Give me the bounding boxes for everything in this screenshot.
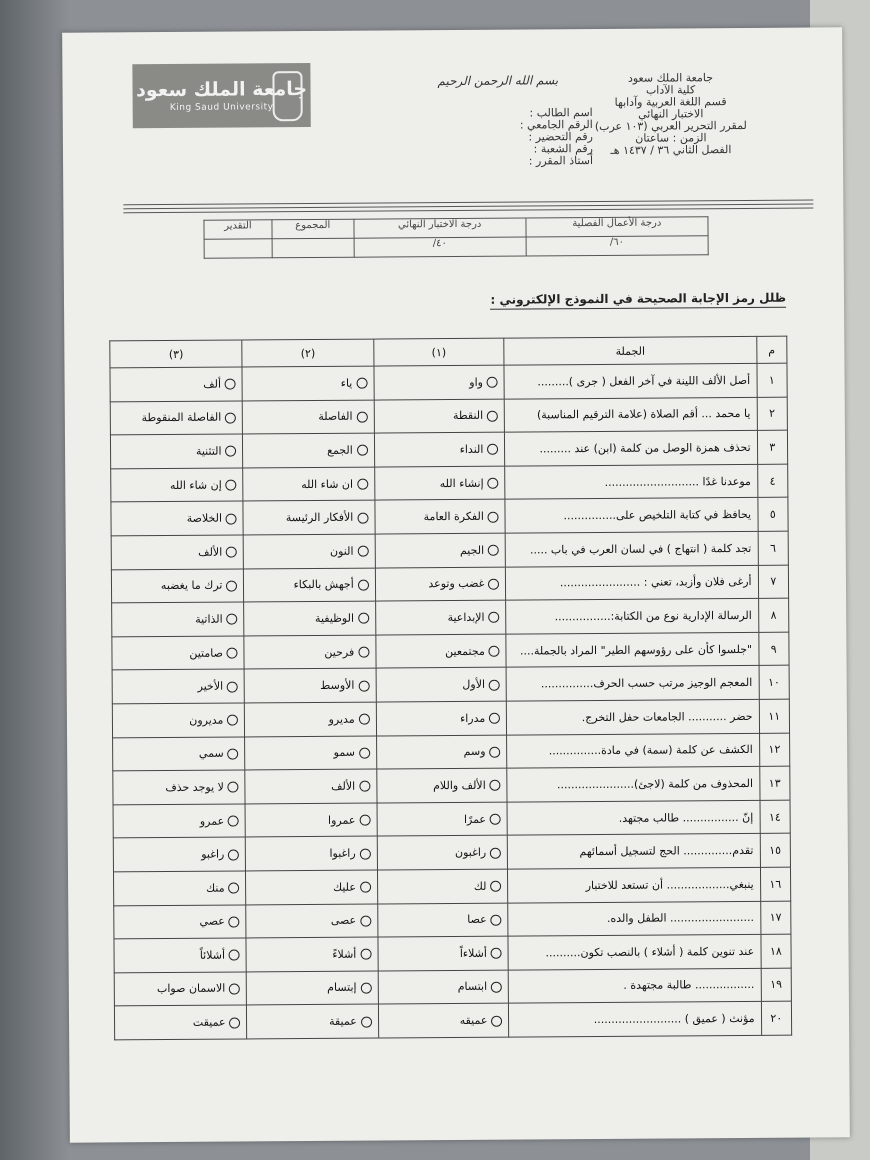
radio-circle-icon[interactable] (229, 883, 240, 894)
answer-option-1[interactable] (375, 533, 506, 568)
option-label: أجهش بالبكاء (293, 578, 354, 592)
radio-circle-icon[interactable] (357, 412, 368, 423)
header-line: قسم اللغة العربية وآدابها (614, 95, 727, 109)
option-label: سمي (198, 746, 224, 761)
answer-option-3[interactable] (112, 669, 245, 704)
grades-header: التقدير (204, 220, 272, 239)
option-label: الألف واللام (433, 778, 486, 793)
question-sentence: تحذف همزة الوصل من كلمة (ابن) عند ......... (505, 431, 757, 466)
radio-circle-icon[interactable] (489, 679, 500, 690)
table-row (114, 901, 791, 939)
question-number: ١٠ (759, 666, 790, 700)
answer-option-3[interactable] (112, 636, 245, 671)
radio-circle-icon[interactable] (488, 545, 499, 556)
table-row (114, 1001, 791, 1039)
question-sentence: أصل الألف اللينة في آخر الفعل ( جرى )......... (504, 363, 756, 398)
grades-value[interactable]: ٦٠/ (526, 236, 708, 256)
answer-option-3[interactable] (111, 569, 244, 604)
option-label: عميقة (329, 1014, 357, 1028)
option-label: ترك ما يغضبه (160, 578, 223, 593)
option-label: ألف (203, 377, 222, 391)
option-label: النداء (459, 442, 484, 456)
option-label: عصا (467, 913, 487, 927)
radio-circle-icon[interactable] (490, 847, 501, 858)
table-row (112, 699, 789, 737)
option-label: راغبون (454, 845, 487, 860)
table-row (113, 733, 790, 771)
question-sentence: يحافظ في كتابة التلخيص على............... (505, 498, 757, 533)
radio-circle-icon[interactable] (225, 446, 236, 457)
option-label: مديرون (189, 713, 224, 727)
option-label: الأول (462, 677, 486, 692)
question-number: ١ (757, 363, 788, 397)
radio-circle-icon[interactable] (360, 949, 371, 960)
question-number: ١٣ (759, 766, 790, 800)
grades-value[interactable] (272, 238, 354, 258)
question-number: ١١ (759, 699, 790, 733)
questions-table (109, 336, 792, 1041)
table-row (113, 800, 790, 838)
answer-option-3[interactable] (113, 804, 246, 839)
option-label: أشلائاً (199, 948, 226, 962)
option-label: الأوسط (320, 678, 355, 693)
radio-circle-icon[interactable] (226, 480, 237, 491)
table-row (111, 498, 788, 536)
answer-option-2[interactable] (244, 635, 376, 670)
radio-circle-icon[interactable] (489, 646, 500, 657)
answer-option-1[interactable] (377, 835, 508, 870)
question-sentence: عند تنوين كلمة ( أشلاء ) بالنصب تكون.......... (508, 934, 760, 969)
radio-circle-icon[interactable] (358, 680, 369, 691)
answer-option-3[interactable] (110, 434, 243, 469)
table-row (114, 968, 791, 1006)
option-label: إنشاء الله (439, 476, 484, 490)
table-row (114, 934, 791, 972)
column-header: (١) (374, 338, 505, 366)
question-number: ١٥ (760, 833, 791, 867)
option-label: غضب وتوعد (428, 577, 485, 591)
table-row (112, 666, 789, 704)
option-label: الإبداعية (447, 610, 485, 625)
option-label: الجمع (327, 443, 353, 457)
option-label: راغبو (201, 847, 225, 861)
radio-circle-icon[interactable] (229, 1017, 240, 1028)
answer-option-3[interactable] (110, 367, 243, 402)
column-header: م (756, 336, 787, 363)
answer-option-1[interactable] (377, 869, 508, 904)
answer-option-1[interactable] (376, 667, 507, 702)
answer-option-2[interactable] (246, 870, 378, 905)
option-label: منك (206, 881, 225, 895)
question-sentence: حضر ........... الجامعات حفل التخرج. (507, 699, 759, 734)
option-label: عمرًا (463, 812, 487, 826)
option-label: أشلاءاً (459, 946, 487, 960)
table-row (113, 766, 790, 804)
answer-option-1[interactable] (374, 466, 505, 501)
radio-circle-icon[interactable] (358, 613, 369, 624)
background-shadow (0, 0, 70, 1160)
question-sentence: المحذوف من كلمة (لاجئ)...................... (507, 767, 759, 802)
radio-circle-icon[interactable] (488, 511, 499, 522)
header-line: لمقرر التحرير العربي (١٠٣ عرب) (594, 118, 747, 134)
header-right-block (594, 72, 747, 157)
answer-option-2[interactable] (247, 971, 379, 1006)
table-row (113, 867, 790, 905)
grades-header: درجة الأعمال الفصلية (526, 217, 708, 237)
option-label: الخلاصة (186, 511, 223, 526)
radio-circle-icon[interactable] (489, 747, 500, 758)
question-sentence: تجد كلمة ( انتهاج ) في لسان العرب في باب ..... (505, 531, 757, 566)
option-label: عميقه (459, 1013, 488, 1028)
option-label: الأفكار الرئيسة (285, 510, 354, 525)
option-label: النون (329, 544, 354, 558)
question-number: ٨ (758, 598, 789, 632)
questions-body (110, 363, 792, 1040)
question-number: ٢٠ (761, 1001, 792, 1035)
option-label: عمروا (327, 813, 356, 827)
answer-option-1[interactable] (377, 768, 508, 803)
radio-circle-icon[interactable] (356, 378, 367, 389)
radio-circle-icon[interactable] (229, 950, 240, 961)
radio-circle-icon[interactable] (359, 747, 370, 758)
radio-circle-icon[interactable] (227, 681, 238, 692)
grades-value[interactable] (204, 239, 272, 258)
radio-circle-icon[interactable] (487, 411, 498, 422)
option-label: مجتمعين (445, 644, 485, 658)
radio-circle-icon[interactable] (489, 612, 500, 623)
radio-circle-icon[interactable] (360, 915, 371, 926)
section-number-field[interactable]: رقم الشعبة : (533, 142, 594, 156)
option-label: راغبوا (329, 846, 356, 860)
answer-option-1[interactable] (374, 399, 505, 434)
option-label: ياء (340, 376, 353, 390)
radio-circle-icon[interactable] (358, 579, 369, 590)
answer-option-3[interactable] (112, 703, 245, 738)
palm-seal-icon (272, 71, 302, 121)
option-label: إن شاء الله (169, 478, 222, 492)
question-number: ٩ (758, 632, 789, 666)
answer-option-3[interactable] (114, 904, 247, 939)
question-sentence: موعدنا غدًا ........................... (505, 464, 757, 499)
table-row (110, 430, 787, 468)
column-header: (٢) (242, 339, 373, 367)
radio-circle-icon[interactable] (487, 444, 498, 455)
answer-option-3[interactable] (111, 501, 244, 536)
answer-option-1[interactable] (377, 802, 508, 837)
answer-option-3[interactable] (114, 972, 247, 1007)
radio-circle-icon[interactable] (491, 982, 502, 993)
option-label: واو (469, 375, 483, 389)
header-line: جامعة الملك سعود (627, 71, 714, 85)
answer-option-2[interactable] (244, 601, 376, 636)
answer-option-3[interactable] (112, 602, 245, 637)
table-row (110, 363, 787, 401)
question-sentence: إنّ ................ طالب مجتهد. (507, 800, 759, 835)
grades-table (203, 216, 708, 259)
answer-option-1[interactable] (377, 903, 508, 938)
option-label: وسم (463, 745, 486, 759)
table-row (113, 833, 790, 871)
question-sentence: الرسالة الإدارية نوع من الكتابة:................ (506, 599, 758, 634)
question-sentence: ................. طالبة مجتهدة . (509, 968, 761, 1003)
table-row (110, 397, 787, 435)
answer-option-2[interactable] (242, 366, 374, 401)
radio-circle-icon[interactable] (488, 579, 499, 590)
radio-circle-icon[interactable] (227, 614, 238, 625)
answer-option-3[interactable] (113, 871, 246, 906)
question-number: ٥ (757, 498, 788, 532)
option-label: الفاصلة المنقوطة (141, 411, 222, 425)
option-label: سمو (333, 746, 355, 760)
radio-circle-icon[interactable] (225, 379, 236, 390)
option-label: إبتسام (327, 981, 357, 995)
option-label: الفاصلة (318, 410, 353, 424)
answer-option-1[interactable] (375, 500, 506, 535)
option-label: ابتسام (457, 980, 488, 994)
question-sentence: تقدم.............. الحج لتسجيل أسمائهم (508, 834, 760, 869)
answer-option-2[interactable] (245, 769, 377, 804)
radio-circle-icon[interactable] (229, 984, 240, 995)
answer-option-2[interactable] (245, 702, 377, 737)
answer-option-3[interactable] (111, 535, 244, 570)
answer-option-2[interactable] (246, 836, 378, 871)
radio-circle-icon[interactable] (491, 948, 502, 959)
option-label: الاسمان صواب (156, 982, 226, 996)
instruction-text: ظلل رمز الإجابة الصحيحة في النموذج الإلكتروني : (490, 291, 786, 310)
option-label: لك (473, 879, 487, 893)
student-info-fields (520, 107, 593, 168)
header-line: كلية الآداب (645, 83, 696, 97)
answer-option-2[interactable] (247, 1004, 379, 1039)
answer-option-2[interactable] (243, 400, 375, 435)
radio-circle-icon[interactable] (491, 1015, 502, 1026)
radio-circle-icon[interactable] (229, 916, 240, 927)
option-label: مديرو (328, 712, 355, 726)
university-logo (132, 63, 310, 128)
option-label: الجيم (459, 543, 485, 557)
radio-circle-icon[interactable] (228, 849, 239, 860)
table-row (111, 531, 788, 569)
answer-option-2[interactable] (243, 467, 375, 502)
answer-option-1[interactable] (376, 735, 507, 770)
option-label: عصى (330, 914, 357, 928)
option-label: فرحين (324, 645, 355, 659)
answer-option-1[interactable] (378, 1003, 509, 1038)
logo-english-text: King Saud University (169, 101, 274, 113)
question-sentence: المعجم الوجيز مرتب حسب الحرف............... (506, 666, 758, 701)
radio-circle-icon[interactable] (226, 547, 237, 558)
attendance-number-field[interactable]: رقم التحضير : (528, 130, 593, 144)
radio-circle-icon[interactable] (225, 412, 236, 423)
question-sentence: ........................ الطفل والده. (508, 901, 760, 936)
option-label: الذاتية (195, 612, 223, 626)
radio-circle-icon[interactable] (226, 513, 237, 524)
radio-circle-icon[interactable] (490, 814, 501, 825)
question-number: ٦ (758, 531, 789, 565)
option-label: ان شاء الله (301, 477, 354, 491)
radio-circle-icon[interactable] (361, 1016, 372, 1027)
radio-circle-icon[interactable] (227, 715, 238, 726)
answer-option-2[interactable] (244, 568, 376, 603)
radio-circle-icon[interactable] (488, 478, 499, 489)
grades-value[interactable]: ٤٠/ (354, 237, 526, 257)
answer-option-3[interactable] (114, 938, 247, 973)
student-name-field[interactable]: اسم الطالب : (529, 106, 593, 120)
question-sentence: ينبغي.................. أن تستعد للاختبار (508, 867, 760, 902)
grades-header: درجة الاختبار النهائي (354, 218, 526, 238)
answer-option-1[interactable] (378, 970, 509, 1005)
radio-circle-icon[interactable] (357, 512, 368, 523)
answer-option-2[interactable] (245, 803, 377, 838)
option-label: عمرو (199, 814, 225, 828)
answer-option-1[interactable] (375, 567, 506, 602)
radio-circle-icon[interactable] (359, 714, 370, 725)
answer-option-1[interactable] (376, 634, 507, 669)
question-number: ١٦ (760, 867, 791, 901)
option-label: عصي (199, 914, 225, 929)
radio-circle-icon[interactable] (489, 713, 500, 724)
answer-option-3[interactable] (113, 737, 246, 772)
option-label: عليك (333, 880, 356, 894)
exam-paper (62, 27, 850, 1142)
question-sentence: أرغى فلان وأزبد، تعني : ....................... (506, 565, 758, 600)
question-sentence: الكشف عن كلمة (سمة) في مادة............... (507, 733, 759, 768)
option-label: الوظيفية (314, 611, 355, 625)
option-label: الفكرة العامة (423, 509, 484, 524)
answer-option-2[interactable] (243, 500, 375, 535)
answer-option-1[interactable] (374, 365, 505, 400)
radio-circle-icon[interactable] (359, 781, 370, 792)
question-sentence: مؤنث ( عميق ) ......................... (509, 1002, 761, 1037)
answer-option-2[interactable] (245, 668, 377, 703)
question-number: ٧ (758, 565, 789, 599)
question-sentence: يا محمد ... أقم الصلاة (علامة الترقيم المناسبة) (505, 397, 757, 432)
table-row (112, 598, 789, 636)
radio-circle-icon[interactable] (226, 580, 237, 591)
radio-circle-icon[interactable] (357, 546, 368, 557)
answer-option-2[interactable] (245, 736, 377, 771)
grades-header: المجموع (272, 219, 354, 239)
table-row (112, 632, 789, 670)
answer-option-3[interactable] (114, 1005, 247, 1040)
answer-option-2[interactable] (246, 937, 378, 972)
column-header: الجملة (504, 336, 756, 365)
radio-circle-icon[interactable] (361, 983, 372, 994)
radio-circle-icon[interactable] (358, 647, 369, 658)
radio-circle-icon[interactable] (490, 881, 501, 892)
radio-circle-icon[interactable] (360, 882, 371, 893)
question-number: ١٢ (759, 733, 790, 767)
option-label: الألف (198, 545, 223, 559)
option-label: الأخير (197, 679, 224, 693)
radio-circle-icon[interactable] (359, 815, 370, 826)
radio-circle-icon[interactable] (487, 377, 498, 388)
question-number: ٤ (757, 464, 788, 498)
question-number: ١٨ (761, 934, 792, 968)
option-label: التثنية (195, 444, 222, 458)
option-label: عميقت (192, 1015, 226, 1029)
column-header: (٣) (110, 340, 243, 368)
option-label: الألف (331, 779, 356, 793)
question-sentence: "جلسوا كأن على رؤوسهم الطير" المراد بالجملة.... (506, 632, 758, 667)
answer-option-3[interactable] (110, 401, 243, 436)
question-number: ١٩ (761, 968, 792, 1002)
question-number: ١٤ (760, 800, 791, 834)
header-line: الفصل الثاني ٣٦ / ١٤٣٧ هـ (610, 143, 732, 157)
answer-option-1[interactable] (376, 701, 507, 736)
radio-circle-icon[interactable] (228, 748, 239, 759)
question-number: ٢ (757, 397, 788, 431)
option-label: صامتين (189, 646, 223, 660)
answer-option-2[interactable] (243, 433, 375, 468)
basmala: بسم الله الرحمن الرحيم (437, 73, 559, 89)
student-id-field[interactable]: الرقم الجامعي : (519, 118, 593, 132)
answer-option-2[interactable] (246, 904, 378, 939)
table-row (111, 464, 788, 502)
radio-circle-icon[interactable] (357, 445, 368, 456)
logo-arabic-text: جامعة الملك سعود (135, 77, 308, 101)
radio-circle-icon[interactable] (491, 914, 502, 925)
answer-option-3[interactable] (113, 770, 246, 805)
question-number: ١٧ (760, 901, 791, 935)
answer-option-1[interactable] (374, 432, 505, 467)
instructor-field[interactable]: أستاذ المقرر : (528, 154, 594, 168)
option-label: لا يوجد حذف (165, 780, 224, 794)
radio-circle-icon[interactable] (228, 782, 239, 793)
radio-circle-icon[interactable] (227, 648, 238, 659)
option-label: مدراء (460, 711, 486, 725)
answer-option-2[interactable] (244, 534, 376, 569)
header-line: الاختبار النهائي (638, 107, 704, 121)
header-line: الزمن : ساعتان (635, 131, 707, 145)
answer-option-1[interactable] (375, 600, 506, 635)
option-label: النقطة (452, 409, 484, 423)
answer-option-3[interactable] (113, 837, 246, 872)
table-row (111, 565, 788, 603)
radio-circle-icon[interactable] (360, 848, 371, 859)
answer-option-3[interactable] (111, 468, 244, 503)
radio-circle-icon[interactable] (228, 816, 239, 827)
question-number: ٣ (757, 430, 788, 464)
radio-circle-icon[interactable] (490, 780, 501, 791)
answer-option-1[interactable] (378, 936, 509, 971)
radio-circle-icon[interactable] (357, 479, 368, 490)
option-label: أشلاءً (332, 947, 357, 961)
